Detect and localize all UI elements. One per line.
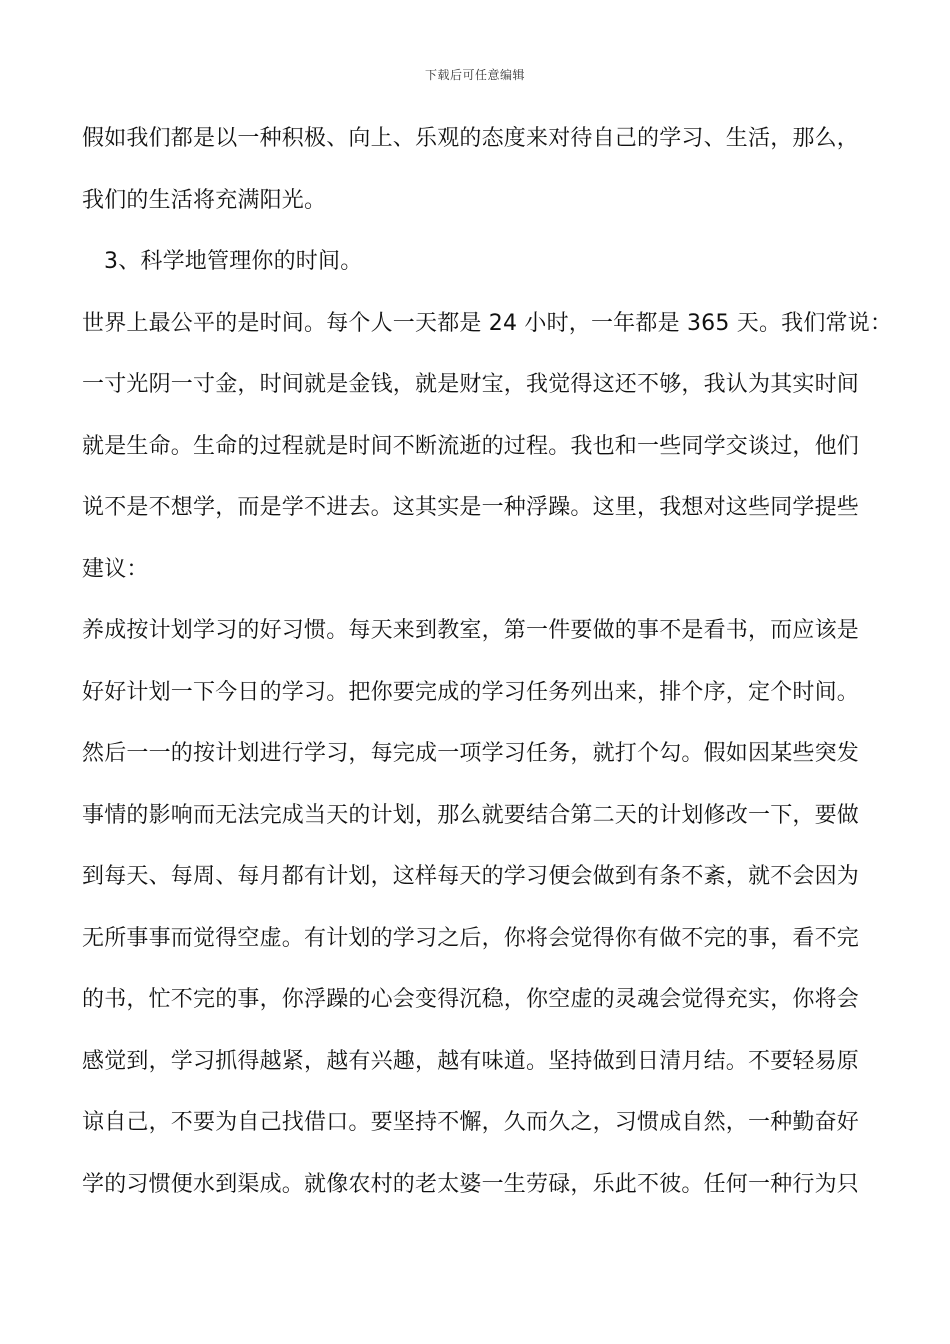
paragraph-line: 养成按计划学习的好习惯。每天来到教室，第一件要做的事不是看书，而应该是 — [82, 618, 860, 643]
paragraph-line: 世界上最公平的是时间。每个人一天都是 24 小时，一年都是 365 天。我们常说： — [82, 310, 893, 336]
paragraph-line: 谅自己，不要为自己找借口。要坚持不懈，久而久之，习惯成自然，一种勤奋好 — [82, 1110, 860, 1135]
paragraph-line: 学的习惯便水到渠成。就像农村的老太婆一生劳碌，乐此不彼。任何一种行为只 — [82, 1171, 860, 1197]
paragraph-line: 就是生命。生命的过程就是时间不断流逝的过程。我也和一些同学交谈过，他们 — [82, 433, 860, 459]
paragraph-line: 然后一一的按计划进行学习，每完成一项学习任务，就打个勾。假如因某些突发 — [82, 741, 860, 766]
paragraph-line: 无所事事而觉得空虚。有计划的学习之后，你将会觉得你有做不完的事，看不完 — [82, 925, 860, 951]
paragraph-line: 说不是不想学，而是学不进去。这其实是一种浮躁。这里，我想对这些同学提些 — [82, 495, 860, 520]
paragraph-line: 的书，忙不完的事，你浮躁的心会变得沉稳，你空虚的灵魂会觉得充实，你将会 — [82, 987, 860, 1012]
document-body — [82, 113, 893, 1220]
paragraph-line: 感觉到，学习抓得越紧，越有兴趣，越有味道。坚持做到日清月结。不要轻易原 — [82, 1048, 860, 1074]
section-heading: 3、科学地管理你的时间。 — [104, 249, 363, 274]
paragraph-line: 我们的生活将充满阳光。 — [82, 187, 327, 213]
paragraph-line: 到每天、每周、每月都有计划，这样每天的学习便会做到有条不紊，就不会因为 — [82, 864, 860, 889]
paragraph-line: 假如我们都是以一种积极、向上、乐观的态度来对待自己的学习、生活，那么， — [82, 126, 860, 151]
page-header: 下载后可任意编辑 — [424, 68, 525, 82]
paragraph-line: 好好计划一下今日的学习。把你要完成的学习任务列出来，排个序，定个时间。 — [82, 679, 860, 705]
paragraph-line: 事情的影响而无法完成当天的计划，那么就要结合第二天的计划修改一下，要做 — [82, 802, 860, 828]
paragraph-line: 一寸光阴一寸金，时间就是金钱，就是财宝，我觉得这还不够，我认为其实时间 — [82, 372, 860, 397]
paragraph-line: 建议： — [82, 556, 149, 582]
